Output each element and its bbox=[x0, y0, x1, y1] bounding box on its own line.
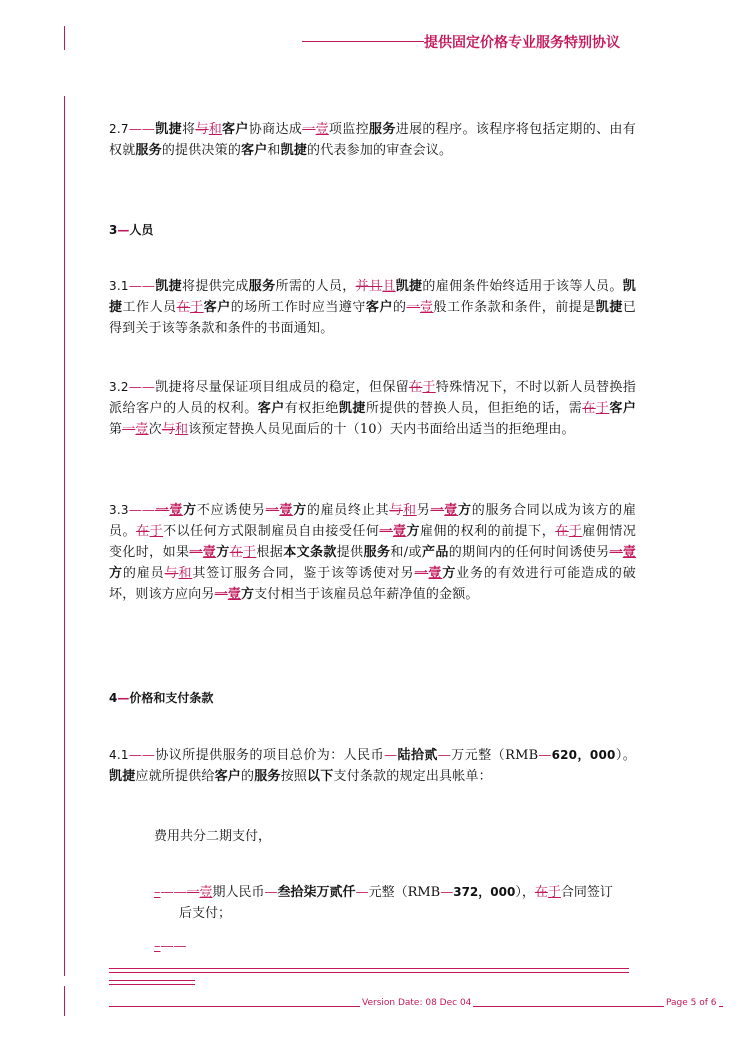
deleted-text: 与 bbox=[164, 566, 179, 581]
inserted-text: 壹 bbox=[227, 587, 242, 602]
brand-name: 凯捷 bbox=[280, 143, 308, 158]
text: ）， bbox=[515, 885, 535, 900]
text: 应就所提供给 bbox=[135, 769, 215, 784]
text: 项监控 bbox=[328, 122, 369, 137]
section-break-short bbox=[109, 980, 195, 985]
clause-3-2 bbox=[109, 377, 636, 440]
inserted-text: 和 bbox=[178, 566, 193, 581]
text: 业务的有效进行可能造成的破坏，则该方应向另 bbox=[109, 566, 636, 602]
text: 根据 bbox=[256, 545, 284, 560]
inserted-text: 壹 bbox=[135, 422, 149, 437]
inserted-text: 壹 bbox=[169, 503, 184, 518]
deleted-text: 并且 bbox=[355, 279, 383, 294]
deleted-text: 一 bbox=[186, 885, 200, 900]
text: 的 bbox=[392, 300, 407, 315]
clause-2-7 bbox=[109, 119, 636, 161]
heading-number: 4 bbox=[109, 691, 118, 705]
service-term: 服务 bbox=[135, 143, 162, 158]
party-term: 方 bbox=[442, 566, 457, 581]
bullet-marker: – bbox=[154, 885, 161, 900]
deleted-text: 在 bbox=[409, 380, 423, 395]
text: 的服务合同以成为该方的雇员。 bbox=[109, 503, 637, 539]
payment-item-1 bbox=[154, 882, 636, 903]
inserted-text: 且 bbox=[382, 279, 396, 294]
text: 不应诱使另 bbox=[196, 503, 266, 518]
inserted-text: 于 bbox=[243, 545, 257, 560]
deleted-text: 与 bbox=[195, 122, 209, 137]
inserted-text: 和 bbox=[403, 503, 417, 518]
tab-marker: —— bbox=[128, 279, 156, 294]
text: 工作人员 bbox=[122, 300, 177, 315]
text: 和/或 bbox=[390, 545, 422, 560]
document-title: 提供固定价格专业服务特别协议 bbox=[424, 35, 620, 51]
brand-name: 凯捷 bbox=[155, 279, 182, 294]
service-term: 服务 bbox=[363, 545, 391, 560]
deleted-text: 在 bbox=[136, 524, 150, 539]
text: 所提供的替换人员，但拒绝的话，需 bbox=[365, 401, 583, 416]
deleted-text: 一 bbox=[265, 503, 280, 518]
inserted-text: 壹 bbox=[315, 122, 329, 137]
inserted-text: 和 bbox=[208, 122, 223, 137]
text: 元整（RMB bbox=[368, 885, 441, 900]
text: 的提供决策的 bbox=[161, 143, 242, 158]
tab-marker: — bbox=[440, 885, 454, 900]
amount-words: 陆拾贰 bbox=[397, 748, 438, 763]
text: 雇佣情况变化时，如果 bbox=[109, 524, 637, 560]
clause-3-3 bbox=[109, 500, 636, 605]
text: 的雇员终止其 bbox=[306, 503, 390, 518]
service-term: 服务 bbox=[248, 279, 276, 294]
tab-marker: —— bbox=[160, 939, 187, 954]
clause-number: 3.1 bbox=[109, 279, 129, 293]
text: 有权拒绝 bbox=[284, 401, 339, 416]
tab-marker: —— bbox=[160, 885, 187, 900]
party-term: 方 bbox=[109, 566, 123, 581]
deleted-text: 一 bbox=[214, 587, 228, 602]
tab-marker: — bbox=[264, 885, 278, 900]
inserted-text: 于 bbox=[149, 524, 164, 539]
section-heading-4 bbox=[109, 688, 213, 709]
text: 所需的人员， bbox=[275, 279, 356, 294]
text: 按照 bbox=[280, 769, 308, 784]
inserted-text: 和 bbox=[175, 422, 189, 437]
amount-number: 372，000 bbox=[453, 885, 516, 899]
deleted-text: 一 bbox=[406, 300, 421, 315]
tab-marker: — bbox=[117, 691, 130, 705]
clause-number: 3.3 bbox=[109, 503, 129, 517]
text: 特殊情况下，不时以新人员替换指派给客户的人员的权利。 bbox=[109, 380, 636, 416]
version-date: Version Date: 08 Dec 04 bbox=[362, 998, 472, 1008]
deleted-text: 在 bbox=[176, 300, 191, 315]
text: 的 bbox=[241, 769, 255, 784]
deleted-text: 在 bbox=[582, 401, 596, 416]
service-term: 服务 bbox=[369, 122, 396, 137]
party-term: 方 bbox=[458, 503, 472, 518]
text: 进展的程序。该程序将包括定期的、由有权就 bbox=[109, 122, 636, 158]
client-term: 客户 bbox=[222, 122, 249, 137]
inserted-text: 壹 bbox=[392, 524, 407, 539]
text: 的场所工作时应当遵守 bbox=[230, 300, 366, 315]
text: 将 bbox=[181, 122, 196, 137]
page-number: Page 5 of 6 bbox=[666, 998, 717, 1008]
text: 万元整（RMB bbox=[451, 748, 539, 763]
deleted-text: 一 bbox=[302, 122, 316, 137]
tab-marker: — bbox=[117, 223, 130, 237]
client-term: 客户 bbox=[203, 300, 231, 315]
text: 该预定替换人员见面后的十（10）天内书面给出适当的拒绝理由。 bbox=[188, 422, 575, 437]
text: 支付条款的规定出具帐单： bbox=[333, 769, 492, 784]
clause-4-1 bbox=[109, 745, 636, 787]
deleted-text: 与 bbox=[389, 503, 404, 518]
inserted-text: 壹 bbox=[199, 885, 213, 900]
inserted-text: 壹 bbox=[622, 545, 637, 560]
text: 提供 bbox=[336, 545, 364, 560]
amount-number: 620，000 bbox=[551, 748, 616, 762]
payment-item-1-cont: 后支付； bbox=[179, 906, 232, 921]
heading-number: 3 bbox=[109, 223, 118, 237]
party-term: 方 bbox=[293, 503, 307, 518]
text: 第 bbox=[109, 422, 123, 437]
inserted-text: 壹 bbox=[420, 300, 434, 315]
inserted-text: 于 bbox=[190, 300, 204, 315]
text: 不以任何方式限制雇员自由接受任何 bbox=[163, 524, 380, 539]
deleted-text: 一 bbox=[414, 566, 429, 581]
text: 的雇佣条件始终适用于该等人员。 bbox=[422, 279, 623, 294]
service-term: 服务 bbox=[254, 769, 281, 784]
inserted-text: 于 bbox=[547, 885, 561, 900]
text: 其签订服务合同，鉴于该等诱使对另 bbox=[192, 566, 415, 581]
margin-bar-top bbox=[64, 26, 65, 50]
heading-title: 价格和支付条款 bbox=[129, 691, 214, 705]
text: 协商达成 bbox=[248, 122, 303, 137]
brand-name: 凯捷 bbox=[595, 300, 623, 315]
text: 次 bbox=[148, 422, 162, 437]
deleted-text: 一 bbox=[189, 545, 203, 560]
terms-term: 本文条款 bbox=[283, 545, 337, 560]
text: 凯捷将尽量保证项目组成员的稳定，但保留 bbox=[155, 380, 410, 395]
inserted-text: 于 bbox=[568, 524, 583, 539]
deleted-text: 在 bbox=[229, 545, 243, 560]
text: 另 bbox=[416, 503, 431, 518]
party-term: 方 bbox=[183, 503, 197, 518]
deleted-text: 一 bbox=[155, 503, 170, 518]
text: 般工作条款和条件，前提是 bbox=[433, 300, 596, 315]
brand-name: 凯捷 bbox=[338, 401, 366, 416]
deleted-text: 一 bbox=[122, 422, 136, 437]
heading-title: 人员 bbox=[129, 223, 154, 237]
client-term: 客户 bbox=[214, 769, 242, 784]
clause-3-1 bbox=[109, 276, 636, 339]
below-term: 以下 bbox=[307, 769, 334, 784]
tab-marker: —— bbox=[128, 503, 156, 518]
party-term: 方 bbox=[406, 524, 421, 539]
deleted-text: 与 bbox=[161, 422, 176, 437]
party-term: 方 bbox=[241, 587, 255, 602]
text: 的雇员 bbox=[122, 566, 165, 581]
text: 的代表参加的审查会议。 bbox=[307, 143, 453, 158]
text: 已得到关于该等条款和条件的书面通知。 bbox=[109, 300, 637, 336]
product-term: 产品 bbox=[421, 545, 449, 560]
tab-marker: —— bbox=[128, 380, 156, 395]
brand-name: 凯捷 bbox=[155, 122, 182, 137]
text: 的期间内的任何时间诱使另 bbox=[448, 545, 610, 560]
clause-number: 3.2 bbox=[109, 380, 129, 394]
inserted-text: 壹 bbox=[428, 566, 443, 581]
text: 将提供完成 bbox=[181, 279, 249, 294]
deleted-text: 一 bbox=[430, 503, 445, 518]
text: 雇佣的权利的前提下， bbox=[420, 524, 556, 539]
margin-bar-main bbox=[64, 96, 65, 976]
brand-name: 凯捷 bbox=[109, 769, 136, 784]
inserted-text: 壹 bbox=[279, 503, 294, 518]
deleted-text: 在 bbox=[555, 524, 569, 539]
brand-name: 凯捷 bbox=[109, 279, 636, 315]
client-term: 客户 bbox=[241, 143, 268, 158]
payment-note: 费用共分二期支付， bbox=[154, 829, 272, 844]
brand-name: 凯捷 bbox=[395, 279, 423, 294]
clause-number: 2.7 bbox=[109, 122, 129, 136]
inserted-text: 于 bbox=[595, 401, 610, 416]
inserted-text: 壹 bbox=[202, 545, 217, 560]
text: 支付相当于该雇员总年薪净值的金额。 bbox=[254, 587, 479, 602]
text: 协议所提供服务的项目总价为：人民币 bbox=[155, 748, 385, 763]
inserted-text: 于 bbox=[422, 380, 436, 395]
payment-item-2 bbox=[154, 936, 187, 957]
text: 和 bbox=[267, 143, 281, 158]
deleted-text: 一 bbox=[609, 545, 623, 560]
tab-marker: —— bbox=[128, 122, 156, 137]
tab-marker: — bbox=[538, 748, 552, 763]
party-term: 方 bbox=[216, 545, 230, 560]
inserted-text: 壹 bbox=[444, 503, 459, 518]
amount-words: 叁拾柒万贰仟 bbox=[277, 885, 356, 900]
section-break-long bbox=[109, 968, 629, 973]
deleted-text: 一 bbox=[379, 524, 393, 539]
clause-number: 4.1 bbox=[109, 748, 129, 762]
client-term: 客户 bbox=[257, 401, 285, 416]
tab-marker: — bbox=[437, 748, 452, 763]
section-heading-3 bbox=[109, 220, 153, 241]
header-rule bbox=[302, 41, 424, 42]
tab-marker: — bbox=[355, 885, 369, 900]
margin-bar-bottom bbox=[64, 986, 65, 1016]
text: 合同签订 bbox=[560, 885, 613, 900]
client-term: 客户 bbox=[609, 401, 637, 416]
text: 期人民币 bbox=[212, 885, 265, 900]
bullet-marker: – bbox=[154, 939, 161, 954]
text: ）。 bbox=[615, 748, 636, 763]
tab-marker: —— bbox=[128, 748, 156, 763]
deleted-text: 在 bbox=[534, 885, 548, 900]
client-term: 客户 bbox=[365, 300, 393, 315]
tab-marker: — bbox=[384, 748, 398, 763]
